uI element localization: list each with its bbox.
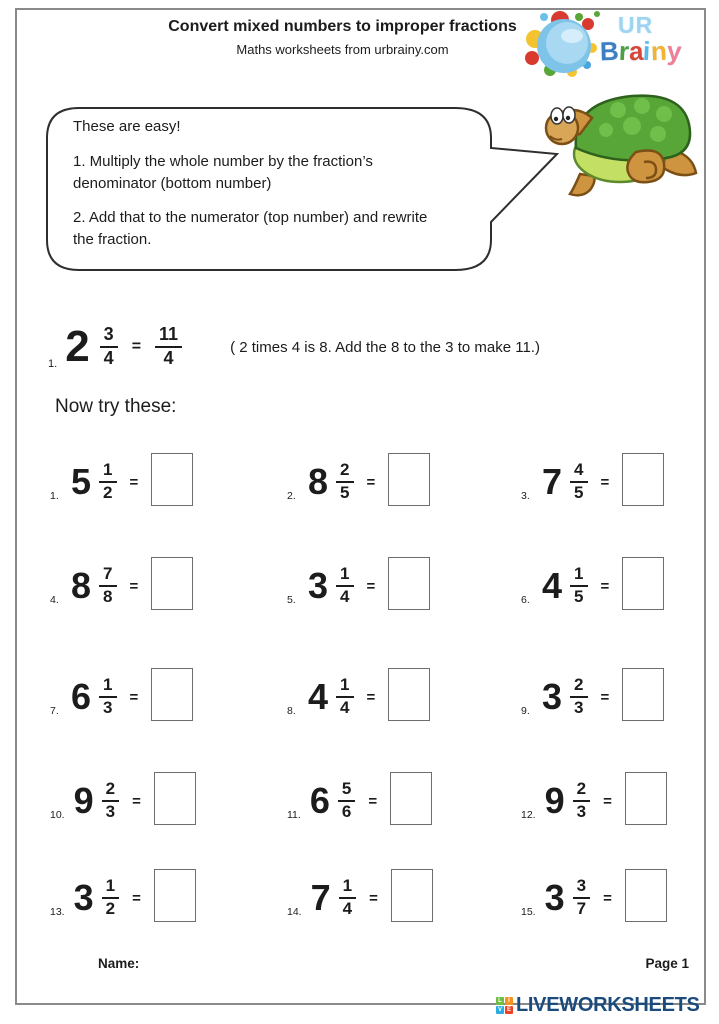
logo-letter: r [618,35,630,67]
example-fraction-numerator: 3 [100,325,118,348]
answer-input[interactable] [391,869,433,922]
whole-number: 3 [542,676,563,717]
problem-number: 8. [287,705,296,717]
speech-bubble [45,104,565,276]
logo-letter: i [642,35,652,67]
speech-bubble-text [73,116,433,264]
fraction [338,780,355,821]
example-equals-sign: = [131,338,142,355]
equals-sign: = [603,889,612,907]
problem-number: 10. [50,809,65,821]
fraction-numerator: 2 [336,461,353,483]
problem-number: 2. [287,490,296,502]
fraction-numerator: 1 [336,676,353,698]
problem-number: 6. [521,594,530,606]
problem-number: 4. [50,594,59,606]
liveworksheets-tiles [496,997,513,1014]
fraction [99,565,116,606]
whole-number: 8 [308,461,329,502]
answer-input[interactable] [151,668,193,721]
whole-number: 9 [73,780,94,821]
whole-number: 4 [542,565,563,606]
fraction-numerator: 1 [570,565,587,587]
fraction-denominator: 3 [105,802,116,821]
problem-item [50,870,196,926]
bubble-line-2: 1. Multiply the whole number by the fraction’s denominator (bottom number) [73,152,373,192]
fraction [336,565,353,606]
answer-input[interactable] [390,772,432,825]
problem-number: 15. [521,906,536,918]
fraction-denominator: 3 [103,698,113,717]
equals-sign: = [368,792,378,810]
lw-tile: I [505,997,513,1005]
fraction [339,877,356,918]
example-problem [48,318,540,376]
fraction-denominator: 5 [574,587,584,606]
whole-number: 4 [308,676,329,717]
problem-item [287,669,430,725]
fraction-numerator: 4 [570,461,587,483]
logo-brainy-word [600,36,681,67]
answer-input[interactable] [151,453,193,506]
urbrainy-logo [522,8,707,78]
fraction-denominator: 4 [342,899,353,918]
answer-input[interactable] [622,453,664,506]
fraction-denominator: 5 [340,483,350,502]
lw-tile: V [497,1006,502,1013]
fraction-denominator: 4 [340,587,350,606]
liveworksheets-logo [496,995,700,1015]
bubble-line-1: These are easy! [73,118,181,135]
equals-sign: = [366,577,376,595]
equals-sign: = [132,792,141,810]
example-whole-number: 2 [65,322,90,371]
answer-input[interactable] [388,453,430,506]
example-number: 1. [48,358,58,370]
fraction [570,565,587,606]
fraction-numerator: 1 [99,461,116,483]
fraction-numerator: 1 [102,877,119,899]
equals-sign: = [600,688,610,706]
fraction [570,676,587,717]
fraction-numerator: 3 [573,877,590,899]
bubble-line-3: 2. Add that to the numerator (top number) and rewrite the fraction. [73,209,428,248]
fraction [570,461,587,502]
whole-number: 6 [309,780,330,821]
equals-sign: = [129,577,139,595]
logo-ur-text: UR [618,12,654,38]
fraction [573,780,590,821]
fraction-numerator: 7 [99,565,116,587]
problem-number: 11. [287,809,301,821]
problem-item [521,669,664,725]
example-fraction-denominator: 4 [103,348,114,368]
problem-number: 14. [287,906,302,918]
name-label: Name: [98,956,140,971]
logo-letter: n [650,35,668,67]
equals-sign: = [366,688,376,706]
fraction-denominator: 5 [574,483,584,502]
whole-number: 9 [544,780,565,821]
problem-item [50,669,193,725]
problem-item [287,870,433,926]
example-fraction [100,325,118,369]
problem-item [50,558,193,614]
equals-sign: = [129,473,139,491]
answer-input[interactable] [622,668,664,721]
logo-letter: y [665,35,682,67]
answer-input[interactable] [154,869,196,922]
fraction-numerator: 1 [336,565,353,587]
problem-item [287,454,430,510]
whole-number: 3 [544,877,565,918]
problem-number: 1. [50,490,59,502]
fraction-denominator: 2 [103,483,113,502]
fraction-denominator: 6 [341,802,352,821]
example-note: ( 2 times 4 is 8. Add the 8 to the 3 to make 11.) [230,338,540,356]
fraction-denominator: 2 [105,899,116,918]
problem-number: 13. [50,906,65,918]
fraction [336,676,353,717]
whole-number: 5 [71,461,92,502]
problem-item [287,773,432,829]
turtle-mascot-image [540,88,708,206]
equals-sign: = [603,792,612,810]
liveworksheets-text: LIVEWORKSHEETS [516,994,700,1016]
lw-tile: E [506,1006,511,1013]
whole-number: 7 [542,461,563,502]
fraction [102,780,119,821]
problem-item [50,773,196,829]
logo-letter: B [599,35,620,67]
prompt-text: Now try these: [55,396,177,417]
fraction [99,461,116,502]
page-title: Convert mixed numbers to improper fractions [168,18,517,35]
equals-sign: = [600,577,610,595]
whole-number: 7 [310,877,331,918]
page-subtitle: Maths worksheets from urbrainy.com [236,42,449,57]
fraction-denominator: 3 [574,698,584,717]
problem-item [50,454,193,510]
answer-input[interactable] [625,772,667,825]
answer-input[interactable] [622,557,664,610]
example-result-numerator: 11 [155,325,182,348]
problem-item [521,454,664,510]
fraction-numerator: 2 [570,676,587,698]
logo-letter: a [628,35,644,67]
problem-item [521,558,664,614]
problem-number: 9. [521,705,530,717]
problem-number: 12. [521,809,536,821]
answer-input[interactable] [625,869,667,922]
fraction [99,676,116,717]
equals-sign: = [369,889,378,907]
problem-number: 5. [287,594,296,606]
whole-number: 3 [308,565,329,606]
answer-input[interactable] [388,668,430,721]
fraction-numerator: 2 [102,780,119,802]
equals-sign: = [600,473,610,491]
problem-item [521,870,667,926]
fraction-numerator: 2 [573,780,590,802]
equals-sign: = [129,688,139,706]
fraction-numerator: 5 [338,780,355,802]
fraction-numerator: 1 [99,676,116,698]
whole-number: 3 [73,877,94,918]
fraction [102,877,119,918]
problem-item [521,773,667,829]
fraction-numerator: 1 [339,877,356,899]
equals-sign: = [366,473,376,491]
answer-input[interactable] [151,557,193,610]
problem-item [287,558,430,614]
whole-number: 8 [71,565,92,606]
page-number-label: Page 1 [645,956,689,971]
example-result-fraction [155,325,182,369]
fraction [573,877,590,918]
whole-number: 6 [71,676,92,717]
answer-input[interactable] [154,772,196,825]
fraction-denominator: 7 [576,899,587,918]
fraction-denominator: 3 [576,802,587,821]
equals-sign: = [132,889,141,907]
problem-number: 7. [50,705,59,717]
fraction [336,461,353,502]
example-result-denominator: 4 [163,348,174,368]
problem-number: 3. [521,490,530,502]
fraction-denominator: 8 [103,587,113,606]
lw-tile: L [496,997,504,1005]
fraction-denominator: 4 [340,698,350,717]
answer-input[interactable] [388,557,430,610]
